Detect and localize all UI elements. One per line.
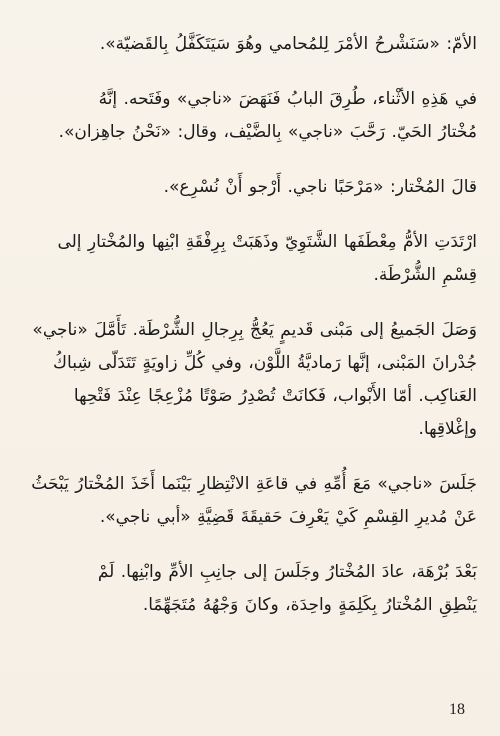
text-line: وإغْلاقِها. bbox=[418, 419, 477, 439]
paragraph-1 bbox=[30, 28, 477, 61]
paragraph-6 bbox=[30, 468, 477, 534]
paragraph-5 bbox=[30, 314, 477, 446]
text-line: ارْتَدَتِ الأمُّ مِعْطَفَها الشَّتَوِيّ وذَهَبَتْ بِرِفْقَةِ ابْنِها والمُخْتارِ إلى bbox=[57, 232, 477, 252]
paragraph-7 bbox=[30, 556, 477, 622]
text-line: الأمّ: «سَنَشْرحُ الأمْرَ لِلمُحامي وهُوَ سَيَتَكَفَّلُ بِالقَضيّة». bbox=[99, 34, 477, 54]
text-line: عَنْ مُديرِ القِسْمِ كَيْ يَعْرِفَ حَقيقَةَ قَضِيَّةِ «أبي ناجي». bbox=[99, 507, 477, 527]
text-line: مُخْتارُ الحَيّ. رَحَّبَ «ناجي» بِالضَّيْف، وقال: «نَحْنُ جاهِزان». bbox=[58, 122, 477, 142]
page-number: 18 bbox=[449, 701, 465, 718]
paragraph-3 bbox=[30, 171, 477, 204]
paragraph-4 bbox=[30, 226, 477, 292]
text-line: العَناكِب. أمّا الأَبْواب، فَكانَتْ تُصْدِرُ صَوْتًا مُزْعِجًا عِنْدَ فَتْحِها bbox=[73, 386, 477, 406]
text-line: يَنْطِقِ المُخْتارُ بِكَلِمَةٍ واحِدَة، وكانَ وَجْهُهُ مُتَجَهِّمًا. bbox=[142, 595, 477, 615]
story-text bbox=[30, 28, 477, 688]
text-line: قِسْمِ الشُّرْطَة. bbox=[373, 265, 477, 285]
text-line: جُدْرانَ المَبْنى، إنَّها رَماديَّةُ اللَّوْن، وفي كُلِّ زاويَةٍ تَتَدَلّى شِباكُ bbox=[53, 353, 477, 373]
text-line: جَلَسَ «ناجي» مَعَ أُمِّهِ في قاعَةِ الانْتِظارِ بَيْنَما أَخَذَ المُخْتارُ يَبْحَثُ bbox=[31, 474, 477, 494]
text-line: في هَذِهِ الأثْناء، طُرِقَ البابُ فَنَهَضَ «ناجي» وفَتَحه. إنَّهُ bbox=[98, 89, 477, 109]
paragraph-2 bbox=[30, 83, 477, 149]
text-line: قالَ المُخْتار: «مَرْحَبًا ناجي. أَرْجو أَنْ نُسْرِع». bbox=[163, 177, 477, 197]
text-line: بَعْدَ بُرْهَة، عادَ المُخْتارُ وجَلَسَ إلى جانِبِ الأمِّ وابْنِها. لَمْ bbox=[97, 562, 477, 582]
text-line: وَصَلَ الجَميعُ إلى مَبْنى قَديمٍ يَعُجُّ بِرِجالِ الشُّرْطَة. تَأَمَّلَ «ناجي» bbox=[32, 320, 477, 340]
